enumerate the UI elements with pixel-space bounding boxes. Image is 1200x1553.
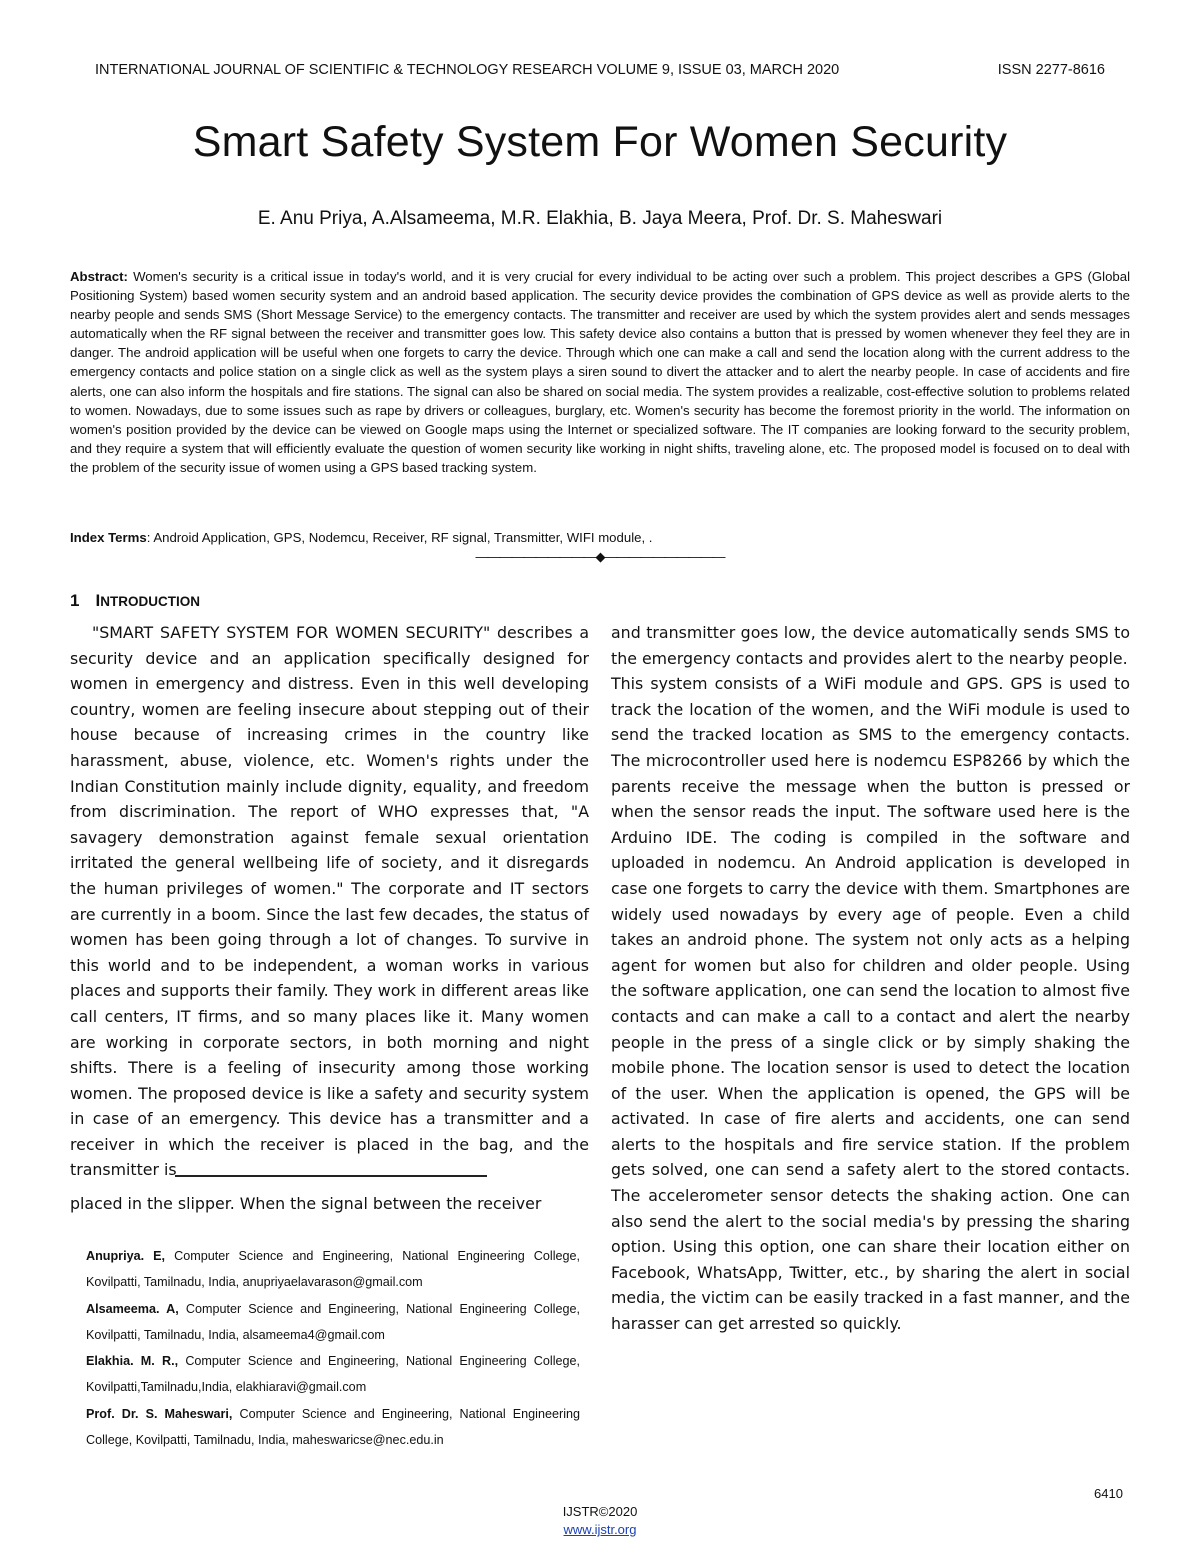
journal-name: INTERNATIONAL JOURNAL OF SCIENTIFIC & TECHNOLOGY RESEARCH VOLUME 9, ISSUE 03, MARCH 2020 <box>95 62 840 78</box>
index-terms <box>70 530 1130 545</box>
right-column <box>611 620 1130 1337</box>
section-title-rest: NTRODUCTION <box>100 594 200 609</box>
footnote-rule <box>175 1175 487 1177</box>
author-list: E. Anu Priya, A.Alsameema, M.R. Elakhia, B. Jaya Meera, Prof. Dr. S. Maheswari <box>257 208 943 229</box>
abstract-label: Abstract: <box>70 269 128 284</box>
issn: ISSN 2277-8616 <box>997 62 1105 78</box>
affiliation-item: Alsameema. A, Computer Science and Engineering, National Engineering College, Kovilpatti, Tamilnadu, India, alsameema4@gmail.com <box>86 1301 580 1342</box>
index-terms-label: Index Terms <box>70 530 147 545</box>
system-description-paragraph: This system consists of a WiFi module and GPS. GPS is used to track the location of the women, and the WiFi module is used to send the tracked location as SMS to the emergency contacts. The microcontroller used here is nodemcu ESP8266 by which the parents receive the message when the button is pressed or when the sensor reads the input. The software used here is the Arduino IDE. The coding is compiled in the software and uploaded in nodemcu. An Android application is developed in case one forgets to carry the device with them. Smartphones are widely used nowadays by every age of people. Even a child takes an android phone. The system not only acts as a helping agent for women but also for children and older people. Using the software application, one can send the location to almost five contacts and can make a call to a contact and alert the nearby people in the press of a single click or by simply shaking the mobile phone. The location sensor is used to detect the location of the user. When the application is opened, the GPS will be activated. In case of fire alerts and accidents, one can send alerts to the hospitals and fire service station. If the problem gets solved, one can send a safety alert to the stored contacts. The accelerometer sensor detects the shaking action. One can also send the alert to the social media's by pressing the sharing option. Using this option, one can share their location either on Facebook, WhatsApp, Twitter, etc., by sharing the alert in social media, the victim can be easily tracked in a fast manner, and the harasser can get arrested so quickly. <box>611 674 1130 1334</box>
section-heading <box>70 591 200 611</box>
affiliation-item: Elakhia. M. R., Computer Science and Engineering, National Engineering College, Kovilpatti,Tamilnadu,India, elakhiaravi@gmail.com <box>86 1354 581 1395</box>
section-number: 1 <box>70 591 80 610</box>
intro-paragraph: "SMART SAFETY SYSTEM FOR WOMEN SECURITY" describes a security device and an application specifically designed for women in emergency and distress. Even in this well developing country, women are feeling insecure about stepping out of their house because of increasing crimes in the country like harassment, abuse, violence, etc. Women's rights under the Indian Constitution mainly include dignity, equality, and freedom from discrimination. The report of WHO expresses that, "A savagery demonstration against female sexual orientation irritated the general wellbeing life of society, and it disregards the human privileges of women." The corporate and IT sectors are currently in a boom. Since the last few decades, the status of women has been going through a lot of changes. To survive in this world and to be independent, a woman works in various places and supports their family. They work in different areas like call centers, IT firms, and so many places like it. Many women are working in corporate sectors, in both morning and night shifts. There is a feeling of insecurity among those working women. The proposed device is like a safety and security system in case of an emergency. This device has a transmitter and a receiver in which the receiver is placed in the bag, and the transmitter is <box>70 623 589 1180</box>
author-affiliations <box>86 1243 580 1453</box>
left-column <box>70 620 589 1183</box>
paragraph-continuation: and transmitter goes low, the device automatically sends SMS to the emergency contacts and provides alert to the nearby people. <box>611 623 1130 668</box>
journal-header <box>95 62 1105 80</box>
affiliation-item: Prof. Dr. S. Maheswari, Computer Science and Engineering, National Engineering College, Kovilpatti, Tamilnadu, India, maheswaricse@nec.edu.in <box>86 1406 580 1448</box>
section-divider: ——————————◆—————————— <box>475 549 725 564</box>
continued-line: placed in the slipper. When the signal between the receiver <box>70 1194 542 1213</box>
affiliation-item: Anupriya. E, Computer Science and Engineering, National Engineering College, Kovilpatti, Tamilnadu, India, anupriyaelavarason@gmail.com <box>86 1249 581 1290</box>
paper-title: Smart Safety System For Women Security <box>192 118 1008 166</box>
footer-url-link[interactable]: www.ijstr.org <box>563 1522 637 1537</box>
abstract <box>70 267 1130 477</box>
section-first-letter: I <box>95 591 101 610</box>
footer-copyright: IJSTR©2020 <box>562 1504 638 1519</box>
abstract-text: Women's security is a critical issue in today's world, and it is very crucial for every individual to be acting over such a problem. This project describes a GPS (Global Positioning System) based women security system and an android based application. The security device provides the combination of GPS device as well as provide alerts to the nearby people and sends SMS (Short Message Service) to the emergency contacts. The transmitter and receiver are used by which the system provides alert and sends messages automatically when the RF signal between the receiver and transmitter goes low. This safety device also contains a button that is pressed by women whenever they feel they are in danger. The android application will be useful when one forgets to carry the device. Through which one can make a call and send the location along with the current address to the emergency contacts and police station on a single click as well as the system plays a siren sound to divert the attacker and to alert the nearby people. In case of accidents and fire alerts, one can also inform the hospitals and fire stations. The signal can also be shared on social media. The system provides a realizable, cost-effective solution to problems related to women. Nowadays, due to some issues such as rape by drivers or colleagues, burglary, etc. Women's security has become the foremost priority in the world. The information on women's position provided by the device can be viewed on Google maps using the Internet or specialized software. The IT companies are looking forward to the security problem, and they require a system that will efficiently evaluate the question of women security like working in night shifts, traveling alone, etc. The proposed model is focused on to deal with the problem of the security issue of women using a GPS based tracking system. <box>70 269 1130 475</box>
index-terms-text: : Android Application, GPS, Nodemcu, Receiver, RF signal, Transmitter, WIFI module, . <box>146 530 653 545</box>
page-number: 6410 <box>1094 1486 1123 1501</box>
